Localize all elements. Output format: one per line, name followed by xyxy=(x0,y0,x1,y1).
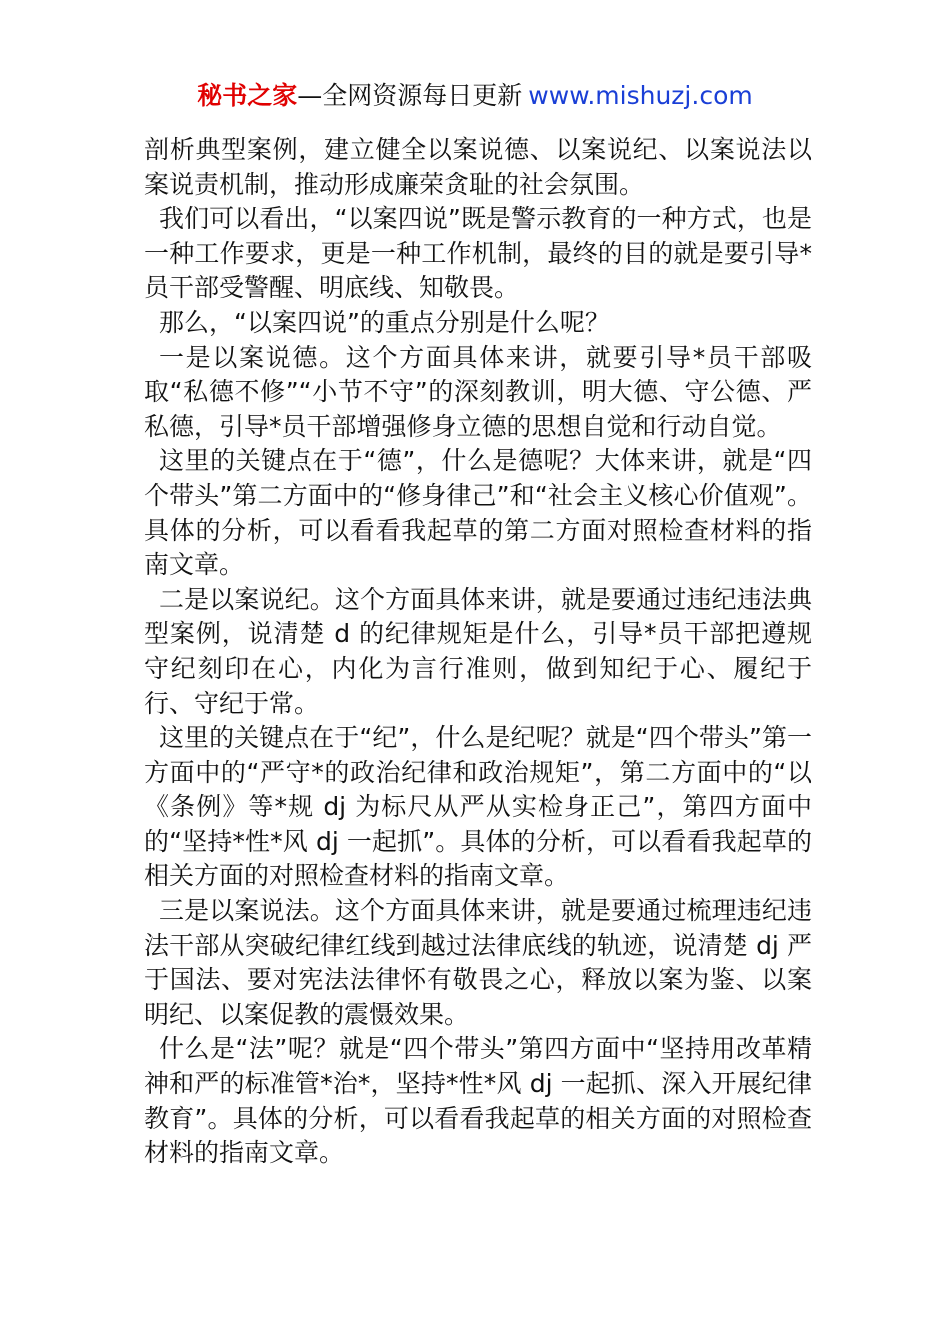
paragraph: 什么是“法”呢？就是“四个带头”第四方面中“坚持用改革精神和严的标准管*治*，坚持*性*风 dj 一起抓、深入开展纪律教育”。具体的分析，可以看看我起草的相关方面的对照检查材料的指南文章。 xyxy=(144,1034,812,1168)
document-body xyxy=(144,133,812,1171)
paragraph: 剖析典型案例，建立健全以案说德、以案说纪、以案说法以案说责机制，推动形成廉荣贪耻的社会氛围。 xyxy=(144,135,812,199)
page-header xyxy=(0,80,950,112)
paragraph: 我们可以看出，“以案四说”既是警示教育的一种方式，也是一种工作要求，更是一种工作机制，最终的目的就是要引导*员干部受警醒、明底线、知敬畏。 xyxy=(144,204,812,303)
paragraph: 一是以案说德。这个方面具体来讲，就要引导*员干部吸取“私德不修”“小节不守”的深刻教训，明大德、守公德、严私德，引导*员干部增强修身立德的思想自觉和行动自觉。 xyxy=(144,342,812,441)
paragraph: 这里的关键点在于“德”，什么是德呢？大体来讲，就是“四个带头”第二方面中的“修身律己”和“社会主义核心价值观”。具体的分析，可以看看我起草的第二方面对照检查材料的指南文章。 xyxy=(144,446,812,580)
header-tagline: —全网资源每日更新 xyxy=(297,81,523,110)
paragraph: 那么，“以案四说”的重点分别是什么呢？ xyxy=(159,307,610,337)
paragraph: 这里的关键点在于“纪”，什么是纪呢？就是“四个带头”第一方面中的“严守*的政治纪律和政治规矩”，第二方面中的“以《条例》等*规 dj 为标尺从严从实检身正己”，第四方面中的“坚持*性*风 dj 一起抓”。具体的分析，可以看看我起草的相关方面的对照检查材料的指南文章。 xyxy=(144,723,812,891)
paragraph: 二是以案说纪。这个方面具体来讲，就是要通过违纪违法典型案例，说清楚 d 的纪律规矩是什么，引导*员干部把遵规守纪刻印在心，内化为言行准则，做到知纪于心、履纪于行、守纪于常。 xyxy=(144,584,812,718)
website-link[interactable]: www.mishuzj.com xyxy=(528,81,753,110)
paragraph: 三是以案说法。这个方面具体来讲，就是要通过梳理违纪违法干部从突破纪律红线到越过法律底线的轨迹，说清楚 dj 严于国法、要对宪法法律怀有敬畏之心，释放以案为鉴、以案明纪、以案促教的震慑效果。 xyxy=(144,896,812,1029)
brand-name: 秘书之家 xyxy=(197,81,298,110)
